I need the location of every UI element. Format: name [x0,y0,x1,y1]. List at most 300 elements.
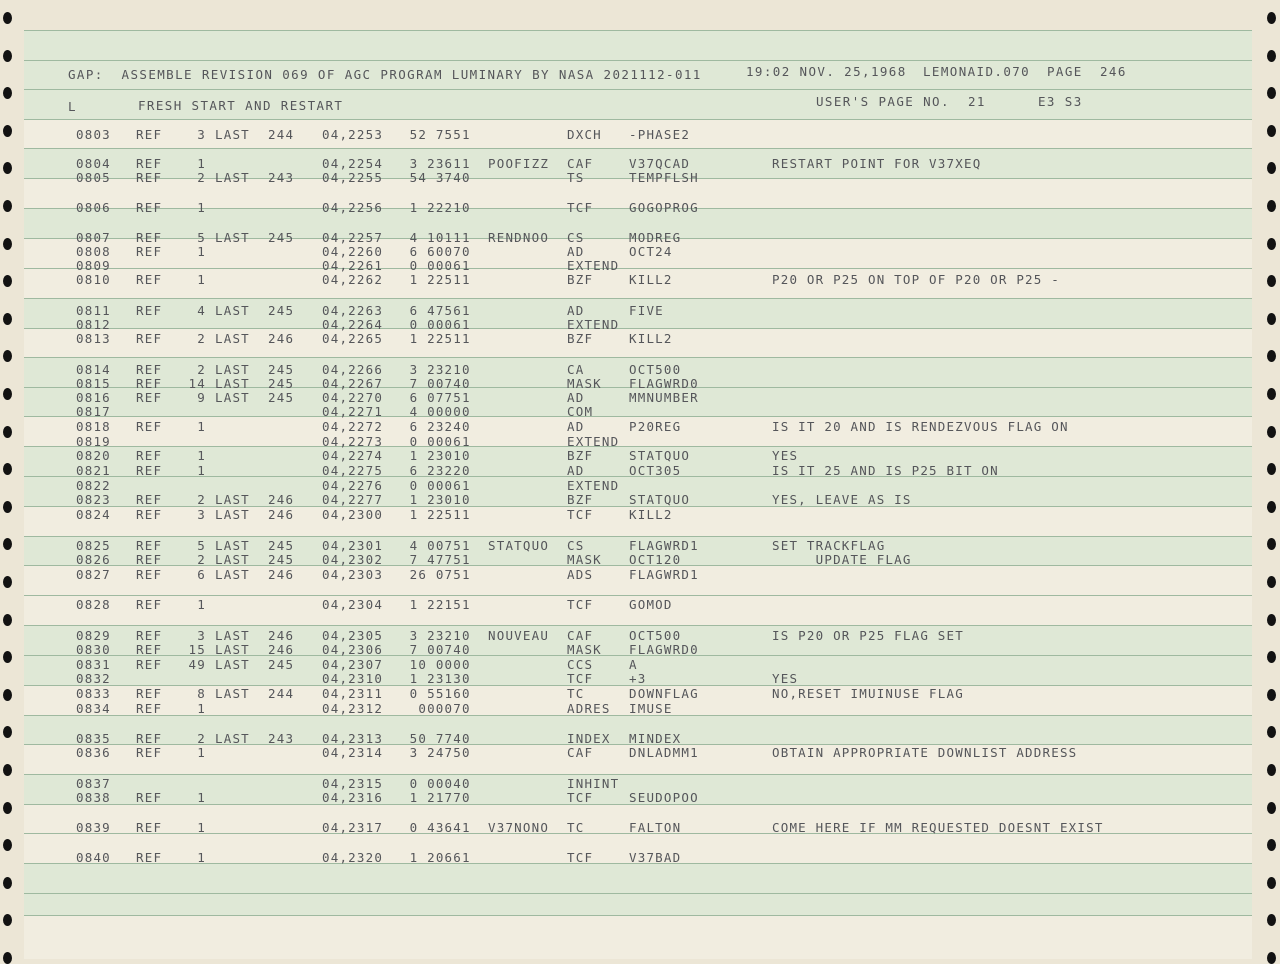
cell-count: 2 [197,731,206,746]
cell-comment: IS IT 25 AND IS P25 BIT ON [772,463,999,478]
cell-line: 0811 [76,303,111,318]
cell-ref: REF [136,390,163,405]
cell-opcode: ADRES [567,701,611,716]
cell-address: 04,2307 [322,657,384,672]
cell-operand: IMUSE [629,701,673,716]
cell-address: 04,2253 [322,127,384,142]
cell-line: 0818 [76,419,111,434]
cell-opcode: CAF [567,156,594,171]
cell-count: 6 [197,567,206,582]
sprocket-hole [1267,839,1276,851]
cell-parity: 1 [462,434,471,449]
cell-opcode: MASK [567,376,602,391]
cell-operand: FIVE [629,303,664,318]
cell-octal: 10 000 [409,657,462,672]
cell-last: LAST [215,686,250,701]
cell-parity: 0 [462,200,471,215]
cell-address: 04,2276 [322,478,384,493]
cell-line: 0838 [76,790,111,805]
cell-address: 04,2310 [322,671,384,686]
cell-ref: REF [136,567,163,582]
cell-opcode: TCF [567,200,594,215]
cell-last: LAST [215,127,250,142]
cell-count: 9 [197,390,206,405]
cell-last-page: 244 [268,127,295,142]
cell-comment: IS P20 OR P25 FLAG SET [772,628,964,643]
cell-parity: 1 [462,538,471,553]
cell-ref: REF [136,200,163,215]
cell-ref: REF [136,628,163,643]
cell-octal: 7 0074 [409,376,462,391]
cell-ref: REF [136,701,163,716]
cell-address: 04,2254 [322,156,384,171]
sprocket-hole [3,313,12,325]
cell-last-page: 243 [268,731,295,746]
cell-opcode: TCF [567,850,594,865]
users-page-number: 21 [968,94,986,109]
sprocket-hole [1267,501,1276,513]
cell-address: 04,2315 [322,776,384,791]
greenbar-rule [24,893,1252,894]
cell-parity: 0 [462,448,471,463]
greenbar-rule [24,915,1252,916]
sprocket-hole [1267,125,1276,137]
sprocket-hole [3,576,12,588]
cell-opcode: EXTEND [567,258,620,273]
sprocket-hole [1267,313,1276,325]
cell-parity: 0 [462,745,471,760]
sprocket-hole [1267,802,1276,814]
cell-opcode: CAF [567,628,594,643]
cell-ref: REF [136,303,163,318]
cell-parity: 1 [462,820,471,835]
cell-parity: 0 [462,376,471,391]
listing-name: LEMONAID.070 [923,64,1031,79]
sprocket-hole [1267,651,1276,663]
sprocket-hole [1267,576,1276,588]
cell-operand: FLAGWRD0 [629,376,699,391]
cell-last: LAST [215,492,250,507]
sprocket-hole [3,764,12,776]
cell-address: 04,2302 [322,552,384,567]
cell-parity: 1 [462,552,471,567]
section-letter: L [68,99,77,114]
sprocket-hole [3,914,12,926]
cell-label: RENDNOO [488,230,550,245]
sprocket-hole [1267,87,1276,99]
greenbar-band [24,893,1252,915]
cell-ref: REF [136,170,163,185]
sprocket-hole [1267,12,1276,24]
cell-parity: 0 [462,657,471,672]
cell-address: 04,2275 [322,463,384,478]
sprocket-hole [3,87,12,99]
cell-line: 0820 [76,448,111,463]
cell-octal: 6 0775 [409,390,462,405]
sprocket-hole [1267,388,1276,400]
cell-line: 0824 [76,507,111,522]
cell-octal: 3 2321 [409,628,462,643]
cell-line: 0816 [76,390,111,405]
greenbar-rule [24,357,1252,358]
cell-comment: YES [772,448,799,463]
cell-opcode: AD [567,419,585,434]
cell-parity: 1 [462,390,471,405]
cell-opcode: EXTEND [567,317,620,332]
cell-count: 5 [197,230,206,245]
cell-octal: 0 5516 [409,686,462,701]
cell-line: 0817 [76,404,111,419]
cell-last-page: 245 [268,538,295,553]
cell-opcode: AD [567,303,585,318]
sprocket-hole [3,839,12,851]
cell-ref: REF [136,156,163,171]
greenbar-rule [24,60,1252,61]
cell-parity: 0 [462,463,471,478]
cell-line: 0832 [76,671,111,686]
cell-operand: STATQUO [629,492,691,507]
cell-last: LAST [215,731,250,746]
cell-octal: 0 0004 [409,776,462,791]
sprocket-hole [3,426,12,438]
cell-address: 04,2306 [322,642,384,657]
cell-address: 04,2261 [322,258,384,273]
cell-last-page: 245 [268,303,295,318]
cell-parity: 0 [462,731,471,746]
cell-octal: 1 2251 [409,272,462,287]
cell-count: 2 [197,492,206,507]
cell-address: 04,2267 [322,376,384,391]
cell-parity: 1 [462,156,471,171]
sprocket-hole [3,689,12,701]
cell-octal: 0 0006 [409,258,462,273]
cell-label: NOUVEAU [488,628,550,643]
cell-address: 04,2263 [322,303,384,318]
cell-octal: 4 0000 [409,404,462,419]
cell-label: POOFIZZ [488,156,550,171]
cell-ref: REF [136,272,163,287]
cell-address: 04,2277 [322,492,384,507]
cell-count: 1 [197,419,206,434]
cell-parity: 0 [462,686,471,701]
cell-count: 15 [188,642,206,657]
cell-last: LAST [215,230,250,245]
cell-label: STATQUO [488,538,550,553]
cell-last-page: 246 [268,492,295,507]
cell-comment: P20 OR P25 ON TOP OF P20 OR P25 - [772,272,1060,287]
cell-comment: OBTAIN APPROPRIATE DOWNLIST ADDRESS [772,745,1078,760]
cell-count: 1 [197,790,206,805]
cell-parity: 1 [462,317,471,332]
cell-parity: 1 [462,850,471,865]
tape-code: E3 S3 [1038,94,1083,109]
cell-ref: REF [136,686,163,701]
cell-count: 4 [197,303,206,318]
cell-parity: 1 [462,507,471,522]
sprocket-hole [1267,200,1276,212]
cell-operand: KILL2 [629,272,673,287]
greenbar-band [24,863,1252,893]
cell-parity: 0 [462,419,471,434]
cell-last: LAST [215,567,250,582]
cell-ref: REF [136,745,163,760]
cell-line: 0839 [76,820,111,835]
cell-ref: REF [136,127,163,142]
cell-last: LAST [215,390,250,405]
cell-octal: 1 2301 [409,492,462,507]
cell-opcode: AD [567,244,585,259]
cell-line: 0813 [76,331,111,346]
cell-octal: 0 0006 [409,434,462,449]
cell-address: 04,2271 [322,404,384,419]
cell-last-page: 245 [268,362,295,377]
cell-address: 04,2257 [322,230,384,245]
cell-address: 04,2301 [322,538,384,553]
cell-operand: OCT500 [629,628,682,643]
cell-last-page: 246 [268,567,295,582]
cell-line: 0810 [76,272,111,287]
sprocket-hole [1267,726,1276,738]
cell-line: 0804 [76,156,111,171]
cell-count: 1 [197,272,206,287]
cell-opcode: CS [567,230,585,245]
cell-last: LAST [215,507,250,522]
cell-parity: 0 [462,790,471,805]
cell-last: LAST [215,538,250,553]
cell-operand: SEUDOPOO [629,790,699,805]
cell-last-page: 244 [268,686,295,701]
cell-octal: 0 0006 [409,478,462,493]
cell-line: 0812 [76,317,111,332]
cell-ref: REF [136,419,163,434]
cell-opcode: DXCH [567,127,602,142]
cell-count: 1 [197,463,206,478]
greenbar-rule [24,625,1252,626]
sprocket-hole [1267,162,1276,174]
cell-address: 04,2265 [322,331,384,346]
cell-last-page: 245 [268,552,295,567]
cell-address: 04,2264 [322,317,384,332]
cell-parity: 0 [462,170,471,185]
cell-line: 0837 [76,776,111,791]
cell-address: 04,2317 [322,820,384,835]
cell-opcode: TC [567,820,585,835]
cell-ref: REF [136,244,163,259]
greenbar-rule [24,595,1252,596]
sprocket-hole [3,350,12,362]
cell-octal: 4 1011 [409,230,462,245]
sprocket-hole [1267,463,1276,475]
cell-octal: 3 2361 [409,156,462,171]
cell-line: 0808 [76,244,111,259]
sprocket-hole [3,200,12,212]
sprocket-hole [3,238,12,250]
cell-operand: OCT305 [629,463,682,478]
cell-count: 3 [197,628,206,643]
cell-ref: REF [136,820,163,835]
cell-opcode: COM [567,404,594,419]
cell-address: 04,2274 [322,448,384,463]
cell-ref: REF [136,448,163,463]
sprocket-hole [1267,877,1276,889]
cell-opcode: BZF [567,448,594,463]
cell-octal: 52 755 [409,127,462,142]
cell-parity: 0 [462,701,471,716]
cell-opcode: ADS [567,567,594,582]
cell-ref: REF [136,657,163,672]
cell-parity: 1 [462,331,471,346]
cell-line: 0814 [76,362,111,377]
cell-ref: REF [136,507,163,522]
sprocket-hole [1267,689,1276,701]
page-number: 246 [1100,64,1127,79]
cell-operand: A [629,657,638,672]
cell-opcode: CCS [567,657,594,672]
cell-count: 1 [197,200,206,215]
cell-line: 0828 [76,597,111,612]
cell-octal: 1 2251 [409,507,462,522]
cell-count: 3 [197,507,206,522]
cell-count: 3 [197,127,206,142]
cell-opcode: CA [567,362,585,377]
cell-address: 04,2311 [322,686,384,701]
cell-count: 49 [188,657,206,672]
cell-line: 0831 [76,657,111,672]
greenbar-rule [24,298,1252,299]
cell-last: LAST [215,552,250,567]
cell-last: LAST [215,170,250,185]
cell-operand: DNLADMM1 [629,745,699,760]
cell-parity: 1 [462,272,471,287]
cell-last-page: 246 [268,331,295,346]
cell-octal: 0 4364 [409,820,462,835]
listing-title-line: GAP: ASSEMBLE REVISION 069 OF AGC PROGRAM LUMINARY BY NASA 2021112-011 [68,67,702,82]
cell-octal: 6 2322 [409,463,462,478]
greenbar-rule [24,446,1252,447]
cell-ref: REF [136,463,163,478]
sprocket-hole [3,162,12,174]
greenbar-rule [24,774,1252,775]
cell-comment: SET TRACKFLAG [772,538,886,553]
cell-octal: 3 2475 [409,745,462,760]
cell-count: 1 [197,156,206,171]
cell-parity: 0 [462,492,471,507]
cell-opcode: INHINT [567,776,620,791]
cell-ref: REF [136,376,163,391]
cell-operand: P20REG [629,419,682,434]
cell-operand: KILL2 [629,331,673,346]
sprocket-hole [3,614,12,626]
sprocket-hole [1267,538,1276,550]
cell-octal: 6 2324 [409,419,462,434]
cell-address: 04,2266 [322,362,384,377]
cell-address: 04,2304 [322,597,384,612]
greenbar-rule [24,30,1252,31]
cell-ref: REF [136,850,163,865]
cell-last: LAST [215,362,250,377]
cell-last-page: 245 [268,376,295,391]
cell-octal: 1 2301 [409,448,462,463]
cell-opcode: BZF [567,272,594,287]
cell-count: 5 [197,538,206,553]
cell-octal: 7 4775 [409,552,462,567]
greenbar-rule [24,328,1252,329]
greenbar-rule [24,148,1252,149]
cell-octal: 6 4756 [409,303,462,318]
cell-operand: KILL2 [629,507,673,522]
cell-opcode: MASK [567,552,602,567]
cell-operand: MODREG [629,230,682,245]
cell-parity: 0 [462,628,471,643]
sprocket-hole [1267,764,1276,776]
sprocket-hole [3,726,12,738]
cell-line: 0822 [76,478,111,493]
cell-opcode: AD [567,390,585,405]
sprocket-hole [3,501,12,513]
sprocket-hole [3,125,12,137]
cell-opcode: INDEX [567,731,611,746]
users-page-label: USER'S PAGE NO. [816,94,950,109]
cell-line: 0826 [76,552,111,567]
cell-octal: 7 0074 [409,642,462,657]
cell-last: LAST [215,628,250,643]
cell-parity: 1 [462,597,471,612]
cell-line: 0833 [76,686,111,701]
cell-ref: REF [136,731,163,746]
cell-address: 04,2272 [322,419,384,434]
cell-ref: REF [136,642,163,657]
cell-last: LAST [215,657,250,672]
cell-address: 04,2316 [322,790,384,805]
cell-count: 1 [197,448,206,463]
greenbar-rule [24,89,1252,90]
cell-address: 04,2256 [322,200,384,215]
cell-last-page: 245 [268,657,295,672]
cell-opcode: CAF [567,745,594,760]
cell-line: 0840 [76,850,111,865]
listing-date: 19:02 NOV. 25,1968 [746,64,907,79]
cell-operand: STATQUO [629,448,691,463]
sprocket-hole [3,802,12,814]
cell-parity: 0 [462,776,471,791]
sprocket-hole [3,877,12,889]
cell-operand: +3 [629,671,647,686]
cell-count: 14 [188,376,206,391]
cell-opcode: TCF [567,671,594,686]
cell-operand: TEMPFLSH [629,170,699,185]
cell-operand: GOGOPROG [629,200,699,215]
cell-address: 04,2260 [322,244,384,259]
cell-last-page: 246 [268,628,295,643]
cell-ref: REF [136,492,163,507]
cell-line: 0821 [76,463,111,478]
cell-line: 0807 [76,230,111,245]
cell-octal: 50 774 [409,731,462,746]
sprocket-hole [3,50,12,62]
cell-parity: 0 [462,671,471,686]
cell-comment: YES [772,671,799,686]
cell-line: 0830 [76,642,111,657]
cell-count: 1 [197,745,206,760]
cell-count: 2 [197,552,206,567]
cell-count: 1 [197,244,206,259]
cell-comment: UPDATE FLAG [772,552,912,567]
cell-opcode: EXTEND [567,434,620,449]
sprocket-hole [1267,50,1276,62]
greenbar-rule [24,536,1252,537]
cell-address: 04,2320 [322,850,384,865]
cell-line: 0803 [76,127,111,142]
